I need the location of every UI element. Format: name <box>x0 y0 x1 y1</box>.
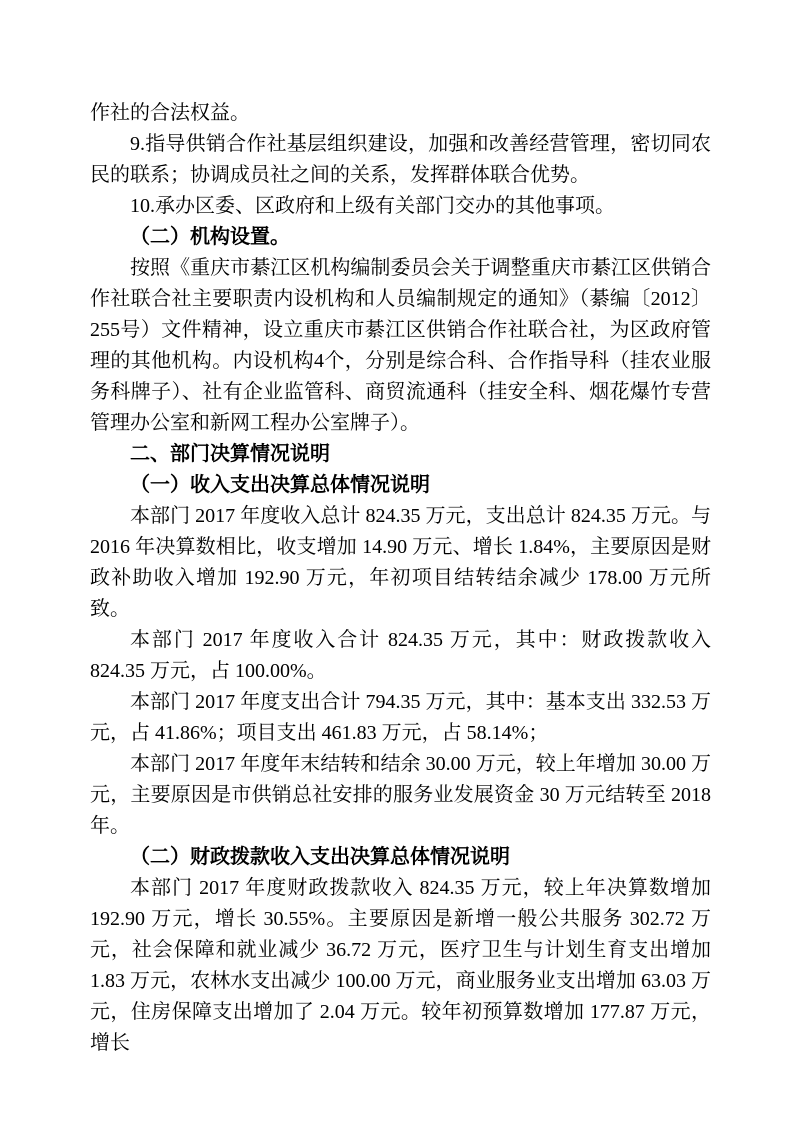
heading-section-2-budget-statement: 二、部门决算情况说明 <box>130 443 330 465</box>
heading-organization-setup: （二）机构设置。 <box>130 226 290 248</box>
paragraph-duty-item-9: 9.指导供销合作社基层组织建设，加强和改善经营管理，密切同农民的联系；协调成员社之间的关系，发挥群体联合优势。 <box>90 133 711 186</box>
heading-subsection-1-income-expense-overview: （一）收入支出决算总体情况说明 <box>130 474 430 496</box>
paragraph-organization-detail: 按照《重庆市綦江区机构编制委员会关于调整重庆市綦江区供销合作社联合社主要职责内设机构和人员编制规定的通知》（綦编〔2012〕255号）文件精神，设立重庆市綦江区供销合作社联合社，为区政府管理的其他机构。内设机构4个，分别是综合科、合作指导科（挂农业服务科牌子）、社有企业监管科、商贸流通科（挂安全科、烟花爆竹专营管理办公室和新网工程办公室牌子）。 <box>90 257 711 434</box>
paragraph-year-end-carryover: 本部门 2017 年度年末结转和结余 30.00 万元，较上年增加 30.00 万元，主要原因是市供销总社安排的服务业发展资金 30 万元结转至 2018 年。 <box>90 753 711 837</box>
paragraph-fiscal-appropriation-detail: 本部门 2017 年度财政拨款收入 824.35 万元，较上年决算数增加 192.90 万元，增长 30.55%。主要原因是新增一般公共服务 302.72 万元，社会保障和就业减少 36.72 万元，医疗卫生与计划生育支出增加 1.83 万元，农林水支出减少 100.00 万元，商业服务业支出增加 63.03 万元，住房保障支出增加了 2.04 万元。较年初预算数增加 177.87 万元，增长 <box>90 877 711 1054</box>
paragraph-duty-item-10: 10.承办区委、区政府和上级有关部门交办的其他事项。 <box>130 195 615 217</box>
paragraph-continuation-rights: 作社的合法权益。 <box>90 102 250 124</box>
heading-subsection-2-fiscal-appropriation-overview: （二）财政拨款收入支出决算总体情况说明 <box>130 846 510 868</box>
paragraph-income-total: 本部门 2017 年度收入合计 824.35 万元，其中：财政拨款收入 824.35 万元，占 100.00%。 <box>90 629 711 682</box>
document-content <box>90 98 711 1059</box>
paragraph-income-expense-total: 本部门 2017 年度收入总计 824.35 万元，支出总计 824.35 万元。与 2016 年决算数相比，收支增加 14.90 万元、增长 1.84%，主要原因是财政补助收入增加 192.90 万元，年初项目结转结余减少 178.00 万元所致。 <box>90 505 711 620</box>
paragraph-expense-total: 本部门 2017 年度支出合计 794.35 万元，其中：基本支出 332.53 万元，占 41.86%；项目支出 461.83 万元，占 58.14%； <box>90 691 711 744</box>
